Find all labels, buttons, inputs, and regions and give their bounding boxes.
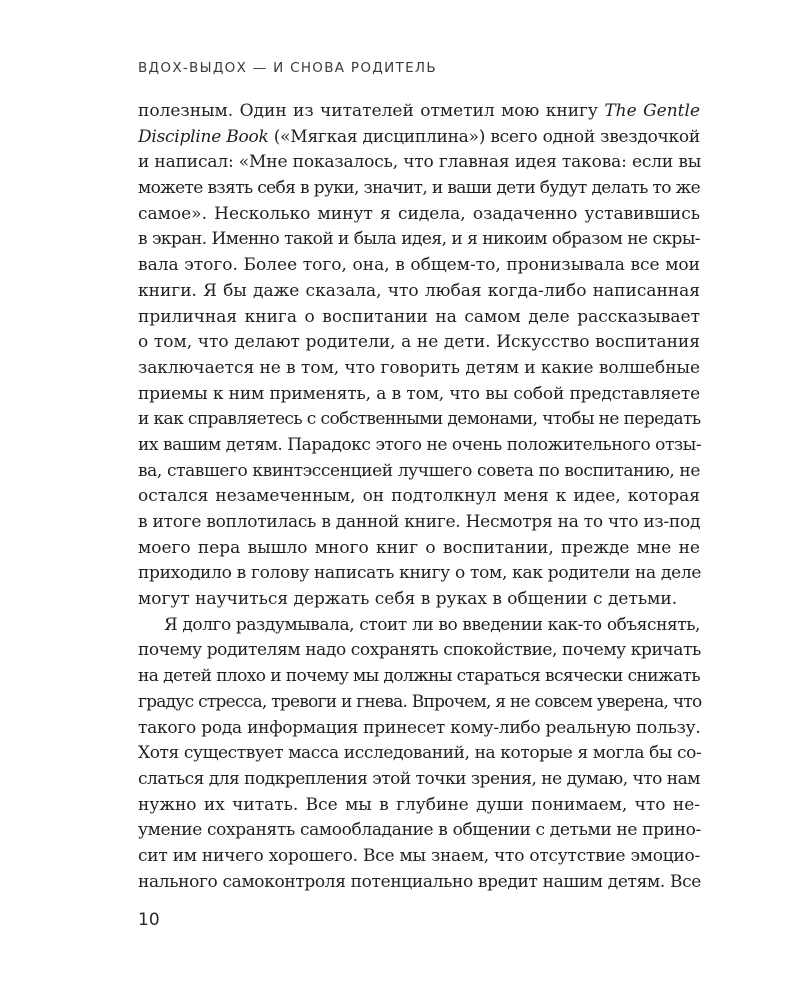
text-line: Я долго раздумывала, стоит ли во введении как-то объяснять,	[164, 614, 700, 635]
text-line: градус стресса, тревоги и гнева. Впрочем, я не совсем уверена, что	[138, 691, 702, 712]
text-line: и как справляетесь с собственными демонами, чтобы не передать	[138, 409, 701, 430]
text-line: приемы к ним применять, а в том, что вы собой представляете	[138, 383, 700, 404]
text-line: почему родителям надо сохранять спокойствие, почему кричать	[138, 640, 701, 661]
text-line: умение сохранять самообладание в общении с детьми не прино-	[138, 820, 701, 841]
text-line: Хотя существует масса исследований, на которые я могла бы со-	[138, 743, 702, 764]
running-header: ВДОХ-ВЫДОХ — И СНОВА РОДИТЕЛЬ	[138, 60, 437, 76]
text-span: («Мягкая дисциплина») всего одной звездочкой	[268, 126, 700, 147]
book-title-italic: Discipline Book	[138, 126, 269, 147]
text-line: моего пера вышло много книг о воспитании, прежде мне не	[138, 537, 700, 558]
text-line: могут научиться держать себя в руках в общении с детьми.	[138, 589, 678, 610]
text-line: такого рода информация принесет кому-либо реальную пользу.	[138, 717, 701, 738]
book-title-italic: The Gentle	[604, 101, 701, 121]
body-text	[138, 99, 700, 895]
text-line: приличная книга о воспитании на самом деле рассказывает	[138, 306, 700, 327]
text-line: остался незамеченным, он подтолкнул меня к идее, которая	[138, 486, 700, 507]
text-line: нального самоконтроля потенциально вредит нашим детям. Все	[138, 871, 701, 892]
text-line	[138, 125, 700, 151]
text-span: полезным. Один из читателей отметил мою книгу	[138, 101, 605, 121]
text-line: на детей плохо и почему мы должны стараться всячески снижать	[138, 666, 700, 687]
page-number: 10	[138, 910, 160, 930]
text-line: их вашим детям. Парадокс этого не очень положительного отзы-	[138, 434, 702, 455]
text-line: ва, ставшего квинтэссенцией лучшего совета по воспитанию, не	[138, 460, 700, 481]
text-line: вала этого. Более того, она, в общем-то, пронизывала все мои	[138, 255, 700, 276]
text-line: и написал: «Мне показалось, что главная идея такова: если вы	[138, 152, 702, 173]
text-line: книги. Я бы даже сказала, что любая когда-либо написанная	[138, 280, 700, 301]
text-line: в экран. Именно такой и была идея, и я никоим образом не скры-	[138, 229, 700, 250]
text-line: самое». Несколько минут я сидела, озадаченно уставившись	[138, 203, 700, 224]
text-line: в итоге воплотилась в данной книге. Несмотря на то что из-под	[138, 512, 701, 532]
text-line: сит им ничего хорошего. Все мы знаем, что отсутствие эмоцио-	[138, 845, 700, 866]
text-line: слаться для подкрепления этой точки зрения, не думаю, что нам	[138, 768, 700, 789]
text-line: можете взять себя в руки, значит, и ваши дети будут делать то же	[138, 178, 700, 199]
text-line: приходило в голову написать книгу о том, как родители на деле	[138, 563, 702, 584]
text-line: заключается не в том, что говорить детям и какие волшебные	[138, 357, 700, 378]
text-line	[138, 99, 700, 125]
text-line: нужно их читать. Все мы в глубине души понимаем, что не-	[138, 794, 700, 815]
text-line: о том, что делают родители, а не дети. Искусство воспитания	[138, 332, 700, 353]
